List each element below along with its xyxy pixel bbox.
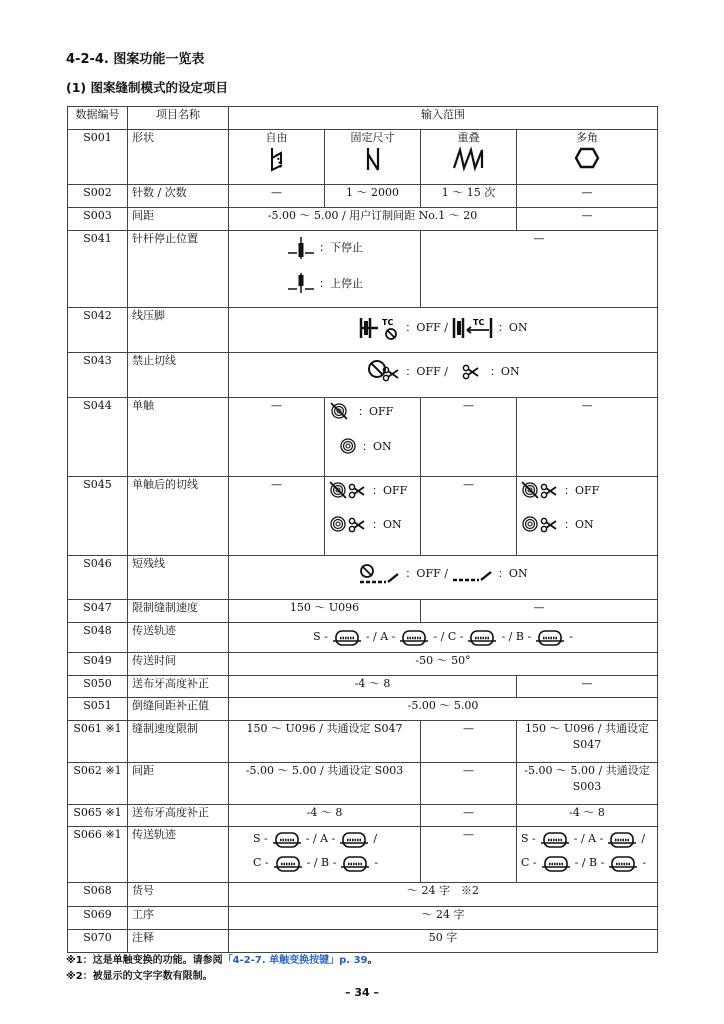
row-name: 缝制速度限制 [128,721,229,763]
one-touch-off-icon [329,400,355,424]
trim-prohibit-cell [229,353,658,398]
row-code: S045 [68,477,128,556]
row-name: 工序 [128,907,229,930]
svg-text:TC: TC [382,318,394,327]
footnote-1-end: 。 [367,955,378,966]
value-cell: — [421,763,517,805]
free-shape-icon [267,146,287,172]
feed-track-cell [229,827,421,883]
short-thread-on-label: ：ON [497,567,528,580]
feed-track-icon [338,829,370,849]
value-cell: — [517,208,658,231]
short-thread-off-label: ：OFF / [405,567,448,580]
section-title: 4-2-4. 图案功能一览表 [66,52,205,67]
scissors-icon [459,362,487,382]
header-code: 数据编号 [68,107,128,130]
feed-track-end: - [569,630,573,643]
footnote-1 [66,951,378,966]
shape-fixed-cell [325,130,421,185]
row-code: S002 [68,185,128,208]
scissors-prohibit-icon [366,359,402,385]
one-touch-trim-off-label: ：OFF [564,484,600,497]
value-cell: — [229,185,325,208]
value-cell: — [421,477,517,556]
short-thread-cell [229,556,658,600]
value-cell: 150 ～ U096 / 共通设定 S047 [229,721,421,763]
value-cell: 50 字 [229,930,658,953]
row-code: S061 ※1 [68,721,128,763]
value-cell: — [421,231,658,308]
one-touch-trim-on-icon [329,513,369,537]
feed-track-icon [331,627,363,647]
one-touch-off-label: ：OFF [358,405,394,418]
row-code: S041 [68,231,128,308]
feed-track-icon [398,627,430,647]
one-touch-trim-cell [325,477,421,556]
feed-track-b-label: - / B - [306,856,337,869]
value-cell: — [421,398,517,477]
one-touch-on-icon [339,436,359,458]
row-code: S051 [68,698,128,721]
row-code: S046 [68,556,128,600]
header-name: 项目名称 [128,107,229,130]
needle-up-label: ：上停止 [319,277,363,290]
row-name: 限制缝制速度 [128,600,229,623]
row-code: S044 [68,398,128,477]
one-touch-trim-off-icon [521,479,561,503]
feed-track-icon [539,829,571,849]
feed-track-icon [540,853,572,873]
feed-track-icon [534,627,566,647]
row-code: S069 [68,907,128,930]
row-code: S050 [68,676,128,698]
value-cell: -50 ～ 50° [229,653,658,676]
value-cell: — [229,477,325,556]
needle-down-icon [286,235,316,261]
row-code: S066 ※1 [68,827,128,883]
row-name: 送布牙高度补正 [128,805,229,827]
one-touch-trim-off-label: ：OFF [372,484,408,497]
short-thread-off-icon [358,562,402,586]
fixed-shape-icon [363,146,383,172]
one-touch-trim-on-icon [521,513,561,537]
row-code: S070 [68,930,128,953]
row-name: 针数 / 次数 [128,185,229,208]
thread-clamp-off-icon [358,314,402,342]
feed-track-c-label: C - [521,856,537,869]
value-cell: -4 ～ 8 [229,676,517,698]
value-cell: — [421,600,658,623]
row-name: 传送轨迹 [128,623,229,653]
row-code: S062 ※1 [68,763,128,805]
row-code: S043 [68,353,128,398]
value-cell: -5.00 ～ 5.00 / 用户订制间距 No.1 ～ 20 [229,208,517,231]
value-cell: — [229,398,325,477]
row-name: 形状 [128,130,229,185]
feed-track-b-label: - / B - [574,856,605,869]
short-thread-on-icon [451,562,495,586]
value-cell: -5.00 ～ 5.00 [229,698,658,721]
feed-track-slash: / [641,832,646,845]
feed-track-icon [607,853,639,873]
row-code: S065 ※1 [68,805,128,827]
feed-track-icon [272,853,304,873]
feed-track-end: - [374,856,379,869]
trim-prohibit-off-label: ：OFF / [405,365,448,378]
row-name: 间距 [128,763,229,805]
shape-overlap-cell [421,130,517,185]
section-link[interactable]: 「4-2-7. 单触变换按键」p. 39 [222,955,368,966]
feed-track-s-label: S - [521,832,536,845]
one-touch-on-label: ：ON [362,440,392,453]
row-name: 禁止切线 [128,353,229,398]
row-name: 单触后的切线 [128,477,229,556]
row-code: S049 [68,653,128,676]
feed-track-cell [229,623,658,653]
feed-track-polygon-cell [517,827,658,883]
one-touch-trim-on-label: ：ON [372,518,402,531]
feed-track-icon [339,853,371,873]
value-cell: — [517,185,658,208]
row-name: 针杆停止位置 [128,231,229,308]
row-name: 单触 [128,398,229,477]
footnote-2: ※2：被显示的文字字数有限制。 [66,971,213,982]
value-cell: — [517,676,658,698]
value-cell: — [517,398,658,477]
row-name: 传送时间 [128,653,229,676]
thread-clamp-on-label: ：ON [497,321,528,334]
trim-prohibit-on-label: ：ON [489,365,520,378]
needle-up-icon [286,271,316,297]
row-code: S068 [68,883,128,907]
shape-free-cell [229,130,325,185]
row-code: S048 [68,623,128,653]
feed-track-end: - [642,856,647,869]
row-name: 倒缝间距补正值 [128,698,229,721]
value-cell: -5.00 ～ 5.00 / 共通设定 S003 [517,763,658,805]
value-cell: -4 ～ 8 [517,805,658,827]
subsection-title: (1) 图案缝制模式的设定项目 [66,80,228,95]
row-name: 送布牙高度补正 [128,676,229,698]
row-name: 间距 [128,208,229,231]
value-cell: ～ 24 字 ※2 [229,883,658,907]
thread-clamp-off-label: ：OFF / [405,321,448,334]
feed-track-a-label: - / A - [305,832,336,845]
feed-track-b-label: - / B - [501,630,532,643]
feed-track-icon [606,829,638,849]
shape-free-label: 自由 [265,131,288,144]
row-name: 注释 [128,930,229,953]
one-touch-cell [325,398,421,477]
thread-clamp-cell [229,308,658,353]
feed-track-slash: / [373,832,378,845]
feed-track-c-label: - / C - [433,630,464,643]
hexagon-icon [574,146,600,170]
footnote-1-text: ※1：这是单触变换的功能。请参阅 [66,955,223,966]
shape-polygon-label: 多角 [576,131,598,144]
value-cell: -4 ～ 8 [229,805,421,827]
value-cell: ～ 24 字 [229,907,658,930]
shape-fixed-label: 固定尺寸 [350,131,395,144]
value-cell: 150 ～ U096 [229,600,421,623]
page-number: – 34 – [345,986,379,999]
shape-overlap-label: 重叠 [457,131,480,144]
value-cell: 150 ～ U096 / 共通设定 S047 [517,721,658,763]
shape-polygon-cell [517,130,658,185]
value-cell: -5.00 ～ 5.00 / 共通设定 S003 [229,763,421,805]
row-name: 短残线 [128,556,229,600]
header-range: 输入范围 [229,107,658,130]
thread-clamp-on-icon [451,314,495,342]
row-code: S042 [68,308,128,353]
value-cell: 1 ～ 2000 [325,185,421,208]
one-touch-trim-on-label: ：ON [564,518,594,531]
feed-track-s-label: S - [253,832,268,845]
overlap-shape-icon [451,146,487,172]
feed-track-c-label: C - [253,856,269,869]
feed-track-icon [466,627,498,647]
value-cell: — [421,805,517,827]
row-name: 货号 [128,883,229,907]
needle-down-label: ：下停止 [319,241,363,254]
one-touch-trim-polygon-cell [517,477,658,556]
row-code: S001 [68,130,128,185]
value-cell: — [421,721,517,763]
row-name: 线压脚 [128,308,229,353]
value-cell: — [421,827,517,883]
one-touch-trim-off-icon [329,479,369,503]
feed-track-s-label: S - [313,630,328,643]
needle-stop-cell [229,231,421,308]
feed-track-icon [271,829,303,849]
row-name: 传送轨迹 [128,827,229,883]
pattern-settings-table [67,106,658,953]
row-code: S047 [68,600,128,623]
svg-text:TC: TC [472,318,485,327]
row-code: S003 [68,208,128,231]
value-cell: 1 ～ 15 次 [421,185,517,208]
feed-track-a-label: - / A - [365,630,396,643]
feed-track-a-label: - / A - [573,832,604,845]
